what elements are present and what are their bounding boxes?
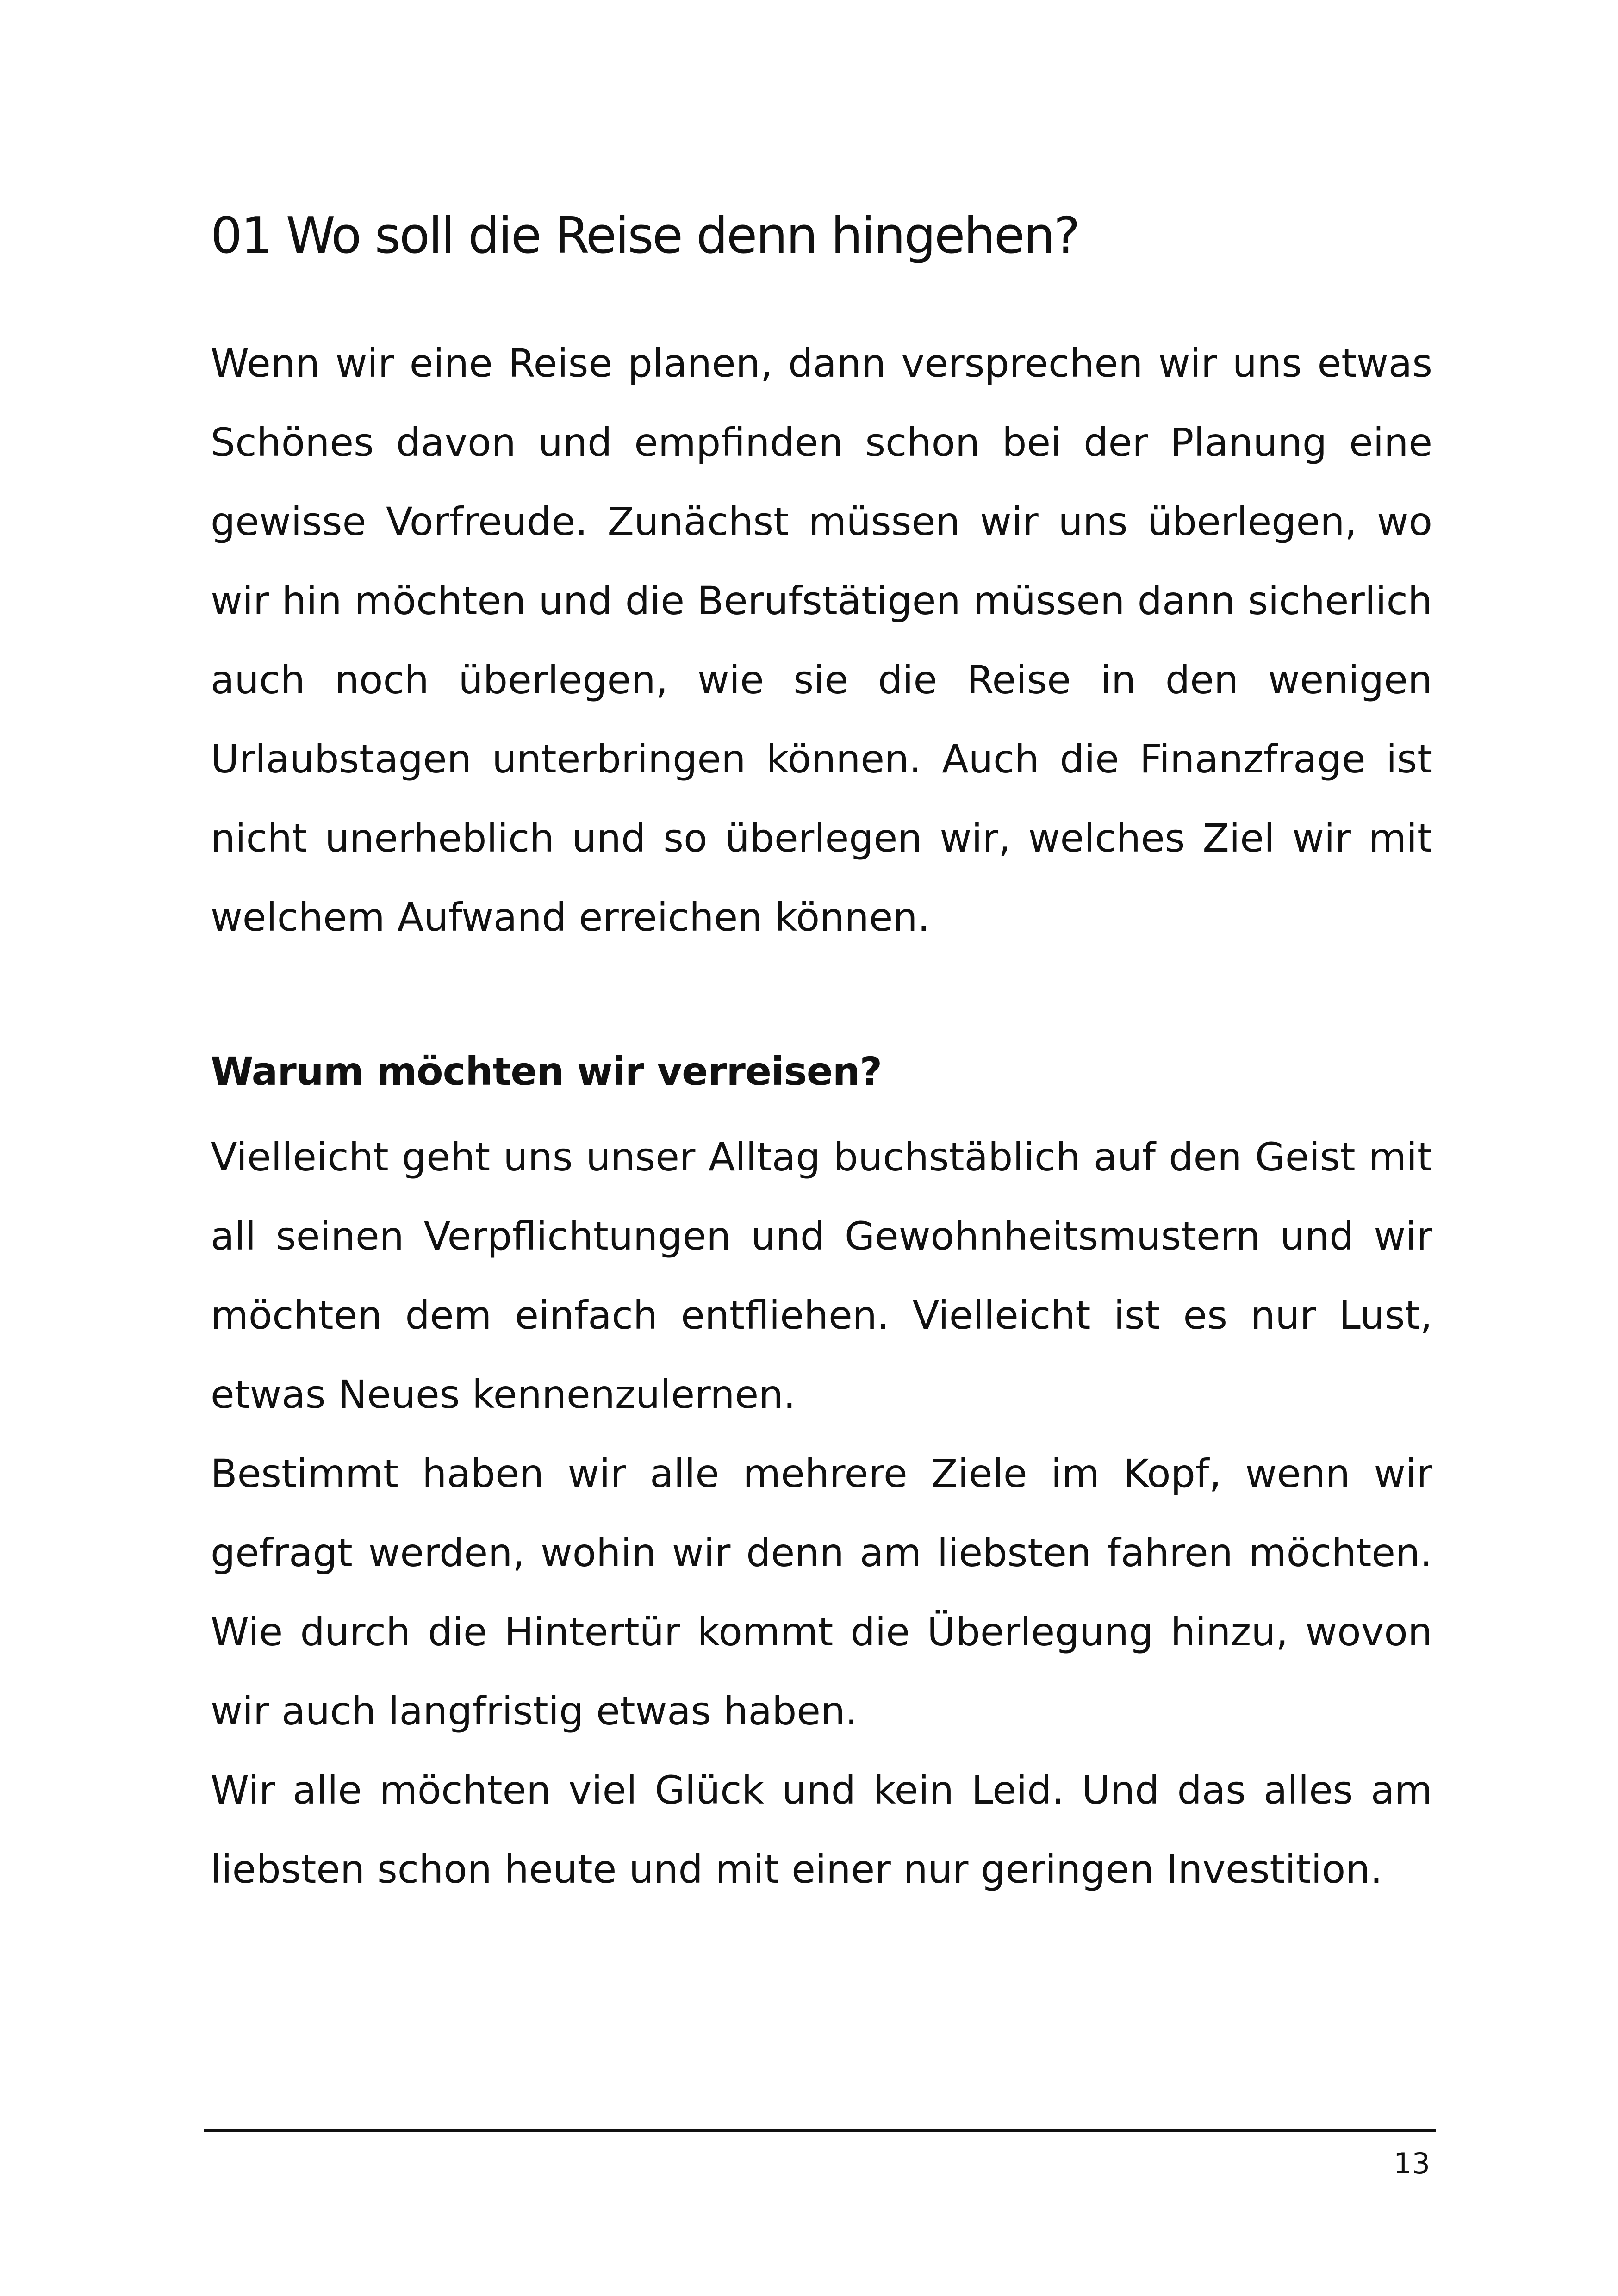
footer-divider xyxy=(204,2129,1436,2132)
section-subheading: Warum möchten wir verreisen? xyxy=(211,1049,882,1094)
intro-paragraph: Wenn wir eine Reise planen, dann versprechen wir uns etwas Schönes davon und empfinden schon bei der Planung eine gewisse Vorfreude. Zunächst müssen wir uns überlegen, wo wir hin möchten und die Berufstätigen müssen dann sicherlich auch noch überlegen, wie sie die Reise in den wenigen Urlaubstagen unterbringen können. Auch die Finanzfrage ist nicht unerheblich und so überlegen wir, welches Ziel wir mit welchem Aufwand erreichen können. xyxy=(211,341,1432,940)
chapter-heading: 01 Wo soll die Reise denn hingehen? xyxy=(211,207,1079,265)
body-paragraph: Wir alle möchten viel Glück und kein Leid. Und das alles am liebsten schon heute und mit einer nur geringen Investition. xyxy=(211,1767,1432,1892)
body-paragraph: Bestimmt haben wir alle mehrere Ziele im Kopf, wenn wir gefragt werden, wohin wir denn am liebsten fahren möchten. Wie durch die Hintertür kommt die Überlegung hinzu, wovon wir auch langfristig etwas haben. xyxy=(211,1451,1432,1734)
body-paragraph: Vielleicht geht uns unser Alltag buchstäblich auf den Geist mit all seinen Verpflichtungen und Gewohnheitsmustern und wir möchten dem einfach entfliehen. Vielleicht ist es nur Lust, etwas Neues kennenzulernen. xyxy=(211,1134,1432,1417)
page-number: 13 xyxy=(1394,2147,1430,2180)
